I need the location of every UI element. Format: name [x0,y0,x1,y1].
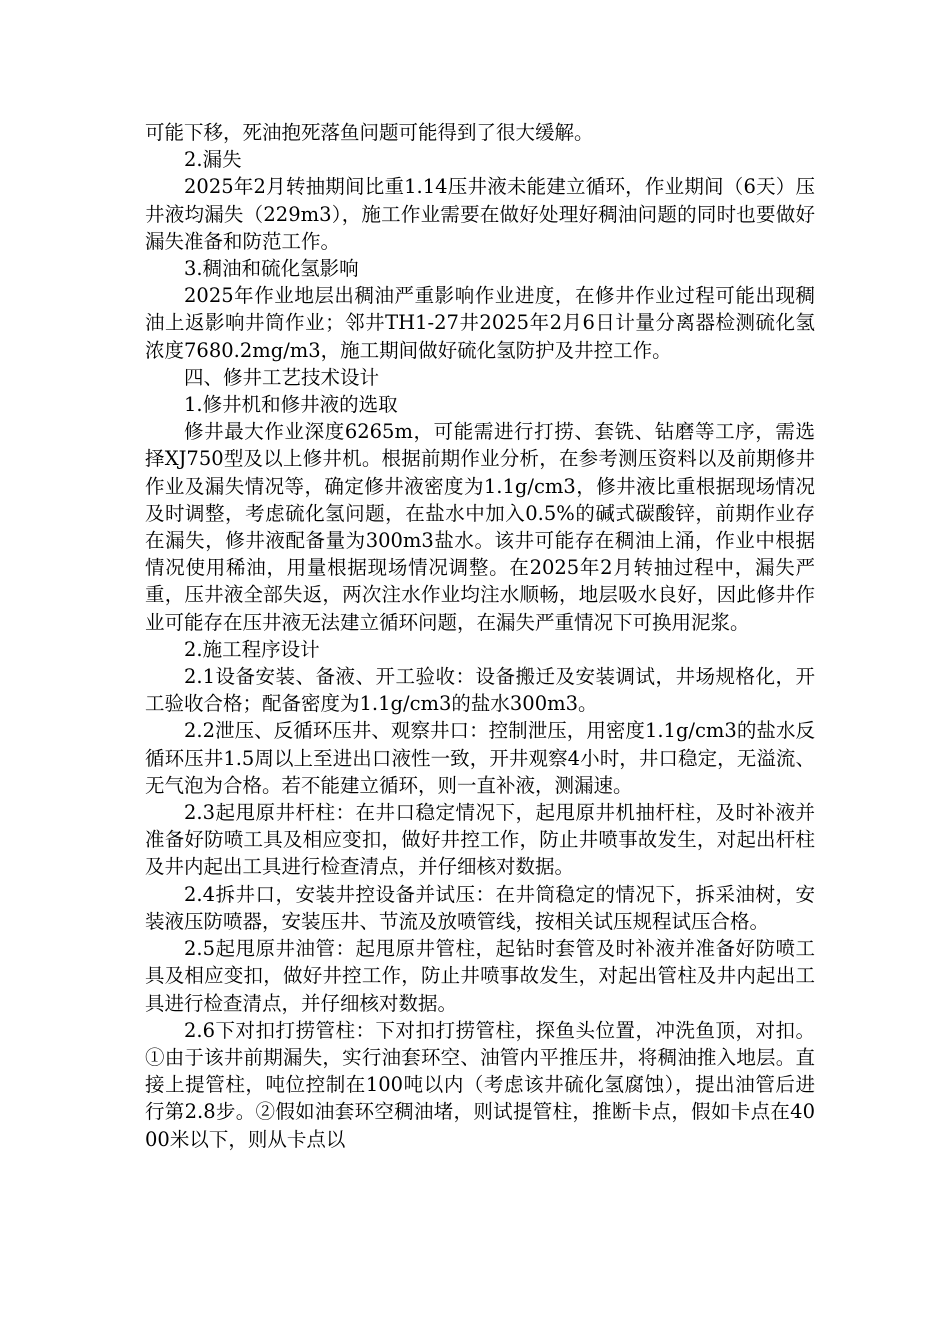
paragraph-rig-and-fluid: 修井最大作业深度6265m，可能需进行打捞、套铣、钻磨等工序，需选择XJ750型及以上修井机。根据前期作业分析，在参考测压资料以及前期修井作业及漏失情况等，确定修井液密度为1.1g/cm3，修井液比重根据现场情况及时调整，考虑硫化氢问题，在盐水中加入0.5%的碱式碳酸锌，前期作业存在漏失，修井液配备量为300m3盐水。该井可能存在稠油上涌，作业中根据情况使用稀油，用量根据现场情况调整。在2025年2月转抽过程中，漏失严重，压井液全部失返，两次注水作业均注水顺畅，地层吸水良好，因此修井作业可能存在压井液无法建立循环问题，在漏失严重情况下可换用泥浆。 [145,420,815,634]
paragraph-loss: 2025年2月转抽期间比重1.14压井液未能建立循环，作业期间（6天）压井液均漏失（229m3），施工作业需要在做好处理好稠油问题的同时也要做好漏失准备和防范工作。 [145,175,815,253]
paragraph-step-2-6: 2.6下对扣打捞管柱：下对扣打捞管柱，探鱼头位置，冲洗鱼顶，对扣。①由于该井前期漏失，实行油套环空、油管内平推压井，将稠油推入地层。直接上提管柱，吨位控制在100吨以内（考虑该井硫化氢腐蚀），提出油管后进行第2.8步。②假如油套环空稠油堵，则试提管柱，推断卡点，假如卡点在4000米以下，则从卡点以 [145,1018,815,1151]
paragraph-step-2-1: 2.1设备安装、备液、开工验收：设备搬迁及安装调试，井场规格化，开工验收合格；配备密度为1.1g/cm3的盐水300m3。 [145,665,815,716]
heading-procedure-design: 2.施工程序设计 [184,637,320,661]
paragraph-heavy-oil-h2s: 2025年作业地层出稠油严重影响作业进度，在修井作业过程可能出现稠油上返影响井筒作业；邻井TH1-27井2025年2月6日计量分离器检测硫化氢浓度7680.2mg/m3，施工期间做好硫化氢防护及井控工作。 [145,284,815,362]
paragraph-step-2-4: 2.4拆井口，安装井控设备并试压：在井筒稳定的情况下，拆采油树，安装液压防喷器，安装压井、节流及放喷管线，按相关试压规程试压合格。 [145,882,815,933]
paragraph-step-2-5: 2.5起甩原井油管：起甩原井管柱，起钻时套管及时补液并准备好防喷工具及相应变扣，做好井控工作，防止井喷事故发生，对起出管柱及井内起出工具进行检查清点，并仔细核对数据。 [145,937,815,1015]
heading-loss: 2.漏失 [184,148,242,172]
heading-section-four: 四、修井工艺技术设计 [184,365,380,389]
paragraph-continuation: 可能下移，死油抱死落鱼问题可能得到了很大缓解。 [145,121,594,144]
paragraph-step-2-3: 2.3起甩原井杆柱：在井口稳定情况下，起甩原井机抽杆柱，及时补液并准备好防喷工具及相应变扣，做好井控工作，防止井喷事故发生，对起出杆柱及井内起出工具进行检查清点，并仔细核对数据。 [145,801,815,879]
document-body [145,119,815,1153]
paragraph-step-2-2: 2.2泄压、反循环压井、观察井口：控制泄压，用密度1.1g/cm3的盐水反循环压井1.5周以上至进出口液性一致，开井观察4小时，井口稳定，无溢流、无气泡为合格。若不能建立循环，则一直补液，测漏速。 [145,719,815,797]
heading-heavy-oil-h2s: 3.稠油和硫化氢影响 [184,257,359,281]
heading-rig-and-fluid: 1.修井机和修井液的选取 [184,393,398,417]
